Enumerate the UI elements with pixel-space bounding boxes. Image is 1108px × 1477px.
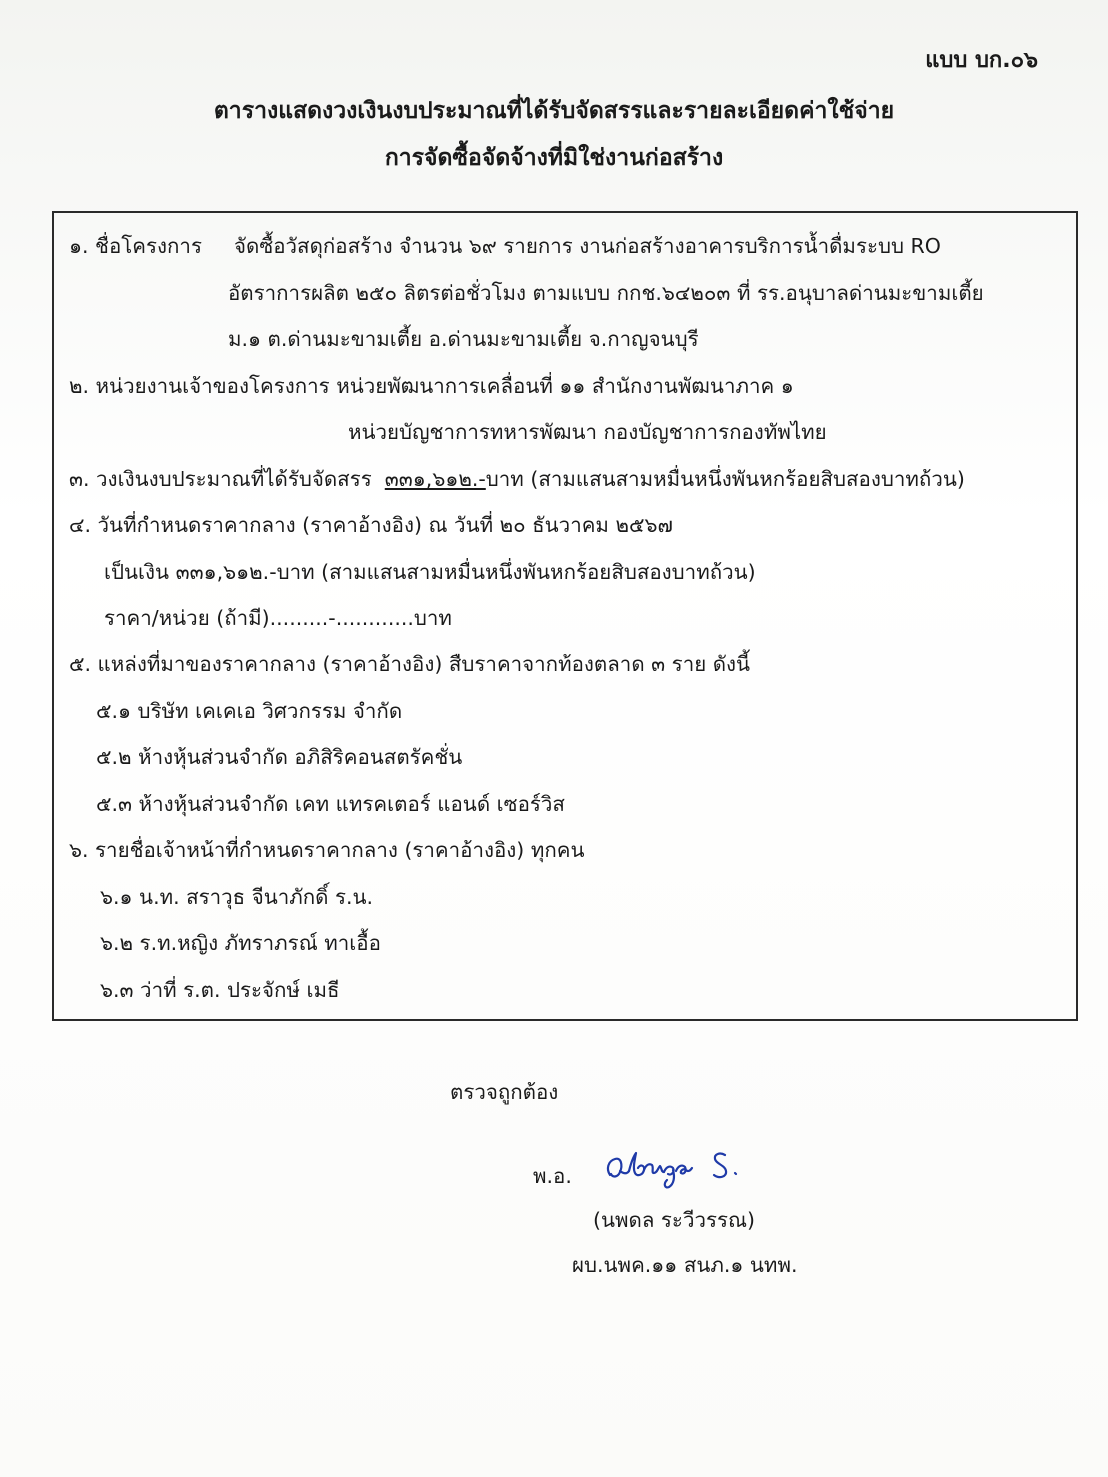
item4-line2: เป็นเงิน ๓๓๑,๖๑๒.-บาท (สามแสนสามหมื่นหนึ่งพันหกร้อยสิบสองบาทถ้วน) [104, 560, 756, 584]
item4-line3: ราคา/หน่วย (ถ้ามี).........-............บาท [104, 606, 452, 630]
item6-sub2: ๖.๒ ร.ท.หญิง ภัทราภรณ์ ทาเอื้อ [100, 931, 381, 955]
item2-line2: หน่วยบัญชาการทหารพัฒนา กองบัญชาการกองทัพไทย [348, 420, 827, 444]
item3-label: ๓. วงเงินงบประมาณที่ได้รับจัดสรร [69, 467, 372, 491]
item3-rest: บาท (สามแสนสามหมื่นหนึ่งพันหกร้อยสิบสองบาทถ้วน) [485, 467, 965, 491]
document-title-line1: ตารางแสดงวงเงินงบประมาณที่ได้รับจัดสรรและรายละเอียดค่าใช้จ่าย [213, 98, 895, 124]
item5-sub3: ๕.๓ ห้างหุ้นส่วนจำกัด เคท แทรคเตอร์ แอนด์ เซอร์วิส [96, 792, 565, 816]
item5-line1: ๕. แหล่งที่มาของราคากลาง (ราคาอ้างอิง) สืบราคาจากท้องตลาด ๓ ราย ดังนี้ [69, 652, 751, 676]
item5-sub2: ๕.๒ ห้างหุ้นส่วนจำกัด อภิสิริคอนสตรัคชั่น [96, 745, 463, 769]
item1-line3: ม.๑ ต.ด่านมะขามเตี้ย อ.ด่านมะขามเตี้ย จ.กาญจนบุรี [228, 327, 699, 351]
budget-amount: ๓๓๑,๖๑๒.- [384, 467, 486, 491]
checked-label: ตรวจถูกต้อง [450, 1080, 559, 1104]
item3-line [69, 465, 965, 493]
signer-position: ผบ.นพค.๑๑ สนภ.๑ นทพ. [572, 1253, 798, 1277]
signer-rank: พ.อ. [533, 1164, 572, 1188]
item6-line1: ๖. รายชื่อเจ้าหน้าที่กำหนดราคากลาง (ราคาอ้างอิง) ทุกคน [69, 838, 585, 862]
item1-line2: อัตราการผลิต ๒๕๐ ลิตรต่อชั่วโมง ตามแบบ กกช.๖๔๒๐๓ ที่ รร.อนุบาลด่านมะขามเตี้ย [228, 281, 984, 305]
details-box [52, 211, 1078, 1021]
item1-line1: จัดซื้อวัสดุก่อสร้าง จำนวน ๖๙ รายการ งานก่อสร้างอาคารบริการน้ำดื่มระบบ RO [234, 234, 941, 258]
signature-image [598, 1141, 768, 1191]
item2-line1: ๒. หน่วยงานเจ้าของโครงการ หน่วยพัฒนาการเคลื่อนที่ ๑๑ สำนักงานพัฒนาภาค ๑ [69, 374, 794, 398]
document-title-line2: การจัดซื้อจัดจ้างที่มิใช่งานก่อสร้าง [384, 145, 724, 171]
item6-sub1: ๖.๑ น.ท. สราวุธ จีนาภักดิ์ ร.น. [100, 885, 374, 909]
signer-name: (นพดล ระวีวรรณ) [593, 1208, 755, 1232]
item1-label: ๑. ชื่อโครงการ [69, 234, 202, 258]
item6-sub3: ๖.๓ ว่าที่ ร.ต. ประจักษ์ เมธี [100, 978, 340, 1002]
item5-sub1: ๕.๑ บริษัท เคเคเอ วิศวกรรม จำกัด [96, 699, 403, 723]
form-code: แบบ บก.๐๖ [925, 48, 1038, 73]
item4-line1: ๔. วันที่กำหนดราคากลาง (ราคาอ้างอิง) ณ วันที่ ๒๐ ธันวาคม ๒๕๖๗ [69, 513, 673, 537]
